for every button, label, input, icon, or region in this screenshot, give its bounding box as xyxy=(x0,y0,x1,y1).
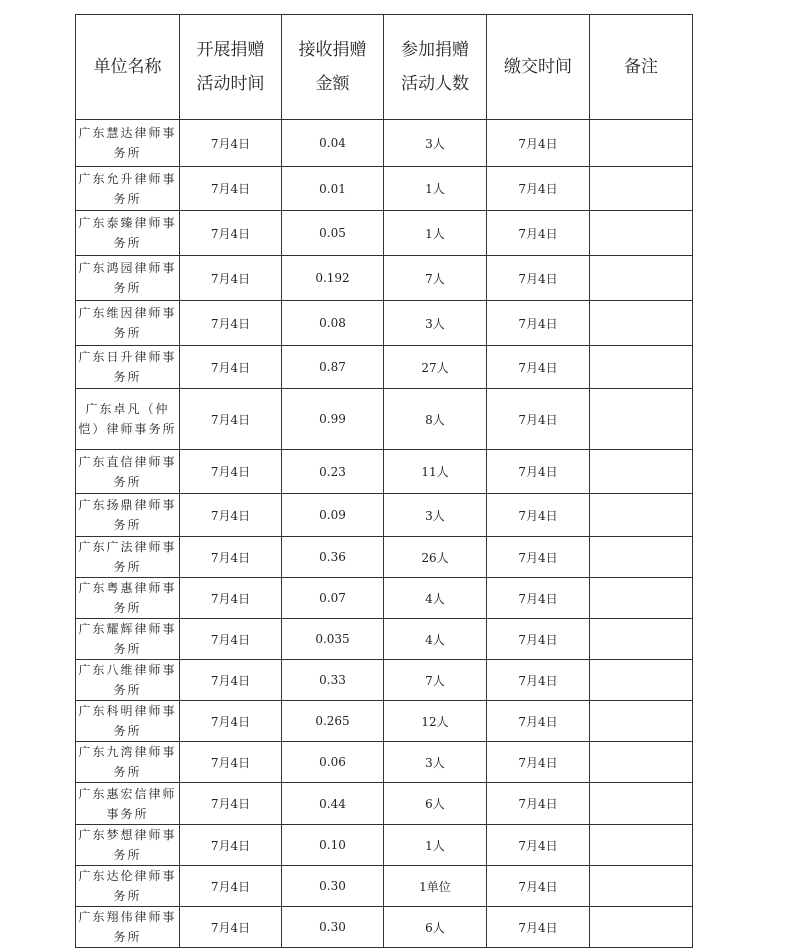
participants-cell: 11人 xyxy=(384,450,487,494)
unit-name-cell: 广东广法律师事务所 xyxy=(76,537,180,578)
table-row xyxy=(76,211,693,256)
payment-date-cell: 7月4日 xyxy=(487,701,590,742)
unit-name-cell: 广东惠宏信律师事务所 xyxy=(76,783,180,825)
remark-cell xyxy=(590,256,693,301)
table-row xyxy=(76,578,693,619)
payment-date-cell: 7月4日 xyxy=(487,825,590,866)
participants-cell: 3人 xyxy=(384,301,487,346)
amount-cell: 0.36 xyxy=(282,537,384,578)
remark-cell xyxy=(590,494,693,537)
payment-date-cell: 7月4日 xyxy=(487,389,590,450)
unit-name-cell: 广东翔伟律师事务所 xyxy=(76,907,180,948)
payment-date-cell: 7月4日 xyxy=(487,866,590,907)
remark-cell xyxy=(590,450,693,494)
amount-cell: 0.87 xyxy=(282,346,384,389)
remark-cell xyxy=(590,619,693,660)
table-body xyxy=(76,120,693,948)
unit-name-cell: 广东维因律师事务所 xyxy=(76,301,180,346)
remark-cell xyxy=(590,783,693,825)
participants-cell: 12人 xyxy=(384,701,487,742)
participants-cell: 3人 xyxy=(384,742,487,783)
remark-cell xyxy=(590,120,693,167)
remark-cell xyxy=(590,211,693,256)
donation-table xyxy=(75,14,693,948)
table-row xyxy=(76,907,693,948)
unit-name-cell: 广东八维律师事务所 xyxy=(76,660,180,701)
remark-cell xyxy=(590,742,693,783)
activity-date-cell: 7月4日 xyxy=(180,256,282,301)
activity-date-cell: 7月4日 xyxy=(180,537,282,578)
unit-name-cell: 广东粤惠律师事务所 xyxy=(76,578,180,619)
activity-date-cell: 7月4日 xyxy=(180,783,282,825)
participants-cell: 7人 xyxy=(384,660,487,701)
unit-name-cell: 广东鸿园律师事务所 xyxy=(76,256,180,301)
amount-cell: 0.01 xyxy=(282,167,384,211)
activity-date-cell: 7月4日 xyxy=(180,346,282,389)
participants-cell: 8人 xyxy=(384,389,487,450)
amount-cell: 0.44 xyxy=(282,783,384,825)
unit-name-cell: 广东扬鼎律师事务所 xyxy=(76,494,180,537)
participants-cell: 1单位 xyxy=(384,866,487,907)
amount-cell: 0.04 xyxy=(282,120,384,167)
table-row xyxy=(76,256,693,301)
activity-date-cell: 7月4日 xyxy=(180,907,282,948)
payment-date-cell: 7月4日 xyxy=(487,256,590,301)
participants-cell: 1人 xyxy=(384,825,487,866)
table-row xyxy=(76,120,693,167)
table-row xyxy=(76,742,693,783)
table-row xyxy=(76,866,693,907)
header-amount: 接收捐赠 金额 xyxy=(282,15,384,120)
activity-date-cell: 7月4日 xyxy=(180,301,282,346)
participants-cell: 3人 xyxy=(384,120,487,167)
table-row xyxy=(76,660,693,701)
table-row xyxy=(76,619,693,660)
activity-date-cell: 7月4日 xyxy=(180,660,282,701)
amount-cell: 0.265 xyxy=(282,701,384,742)
amount-cell: 0.23 xyxy=(282,450,384,494)
header-row xyxy=(76,15,693,120)
payment-date-cell: 7月4日 xyxy=(487,301,590,346)
activity-date-cell: 7月4日 xyxy=(180,701,282,742)
header-unit-name: 单位名称 xyxy=(76,15,180,120)
payment-date-cell: 7月4日 xyxy=(487,450,590,494)
unit-name-cell: 广东日升律师事务所 xyxy=(76,346,180,389)
activity-date-cell: 7月4日 xyxy=(180,619,282,660)
amount-cell: 0.07 xyxy=(282,578,384,619)
remark-cell xyxy=(590,907,693,948)
table-row xyxy=(76,537,693,578)
header-participants: 参加捐赠 活动人数 xyxy=(384,15,487,120)
participants-cell: 6人 xyxy=(384,907,487,948)
amount-cell: 0.30 xyxy=(282,866,384,907)
table-row xyxy=(76,301,693,346)
amount-cell: 0.33 xyxy=(282,660,384,701)
payment-date-cell: 7月4日 xyxy=(487,742,590,783)
activity-date-cell: 7月4日 xyxy=(180,120,282,167)
activity-date-cell: 7月4日 xyxy=(180,866,282,907)
payment-date-cell: 7月4日 xyxy=(487,783,590,825)
participants-cell: 4人 xyxy=(384,619,487,660)
participants-cell: 3人 xyxy=(384,494,487,537)
participants-cell: 1人 xyxy=(384,211,487,256)
participants-cell: 4人 xyxy=(384,578,487,619)
remark-cell xyxy=(590,389,693,450)
remark-cell xyxy=(590,866,693,907)
header-activity-date: 开展捐赠 活动时间 xyxy=(180,15,282,120)
amount-cell: 0.10 xyxy=(282,825,384,866)
remark-cell xyxy=(590,346,693,389)
amount-cell: 0.035 xyxy=(282,619,384,660)
participants-cell: 7人 xyxy=(384,256,487,301)
remark-cell xyxy=(590,537,693,578)
activity-date-cell: 7月4日 xyxy=(180,494,282,537)
header-remark: 备注 xyxy=(590,15,693,120)
remark-cell xyxy=(590,301,693,346)
activity-date-cell: 7月4日 xyxy=(180,167,282,211)
remark-cell xyxy=(590,578,693,619)
amount-cell: 0.09 xyxy=(282,494,384,537)
unit-name-cell: 广东慧达律师事务所 xyxy=(76,120,180,167)
payment-date-cell: 7月4日 xyxy=(487,578,590,619)
unit-name-cell: 广东耀辉律师事务所 xyxy=(76,619,180,660)
amount-cell: 0.99 xyxy=(282,389,384,450)
activity-date-cell: 7月4日 xyxy=(180,742,282,783)
payment-date-cell: 7月4日 xyxy=(487,907,590,948)
participants-cell: 6人 xyxy=(384,783,487,825)
remark-cell xyxy=(590,701,693,742)
table-row xyxy=(76,825,693,866)
participants-cell: 1人 xyxy=(384,167,487,211)
amount-cell: 0.05 xyxy=(282,211,384,256)
table-header xyxy=(76,15,693,120)
unit-name-cell: 广东直信律师事务所 xyxy=(76,450,180,494)
activity-date-cell: 7月4日 xyxy=(180,578,282,619)
payment-date-cell: 7月4日 xyxy=(487,494,590,537)
unit-name-cell: 广东达伦律师事务所 xyxy=(76,866,180,907)
amount-cell: 0.30 xyxy=(282,907,384,948)
activity-date-cell: 7月4日 xyxy=(180,825,282,866)
table-row xyxy=(76,167,693,211)
table-row xyxy=(76,346,693,389)
amount-cell: 0.06 xyxy=(282,742,384,783)
activity-date-cell: 7月4日 xyxy=(180,450,282,494)
payment-date-cell: 7月4日 xyxy=(487,120,590,167)
remark-cell xyxy=(590,167,693,211)
unit-name-cell: 广东九湾律师事务所 xyxy=(76,742,180,783)
table-row xyxy=(76,450,693,494)
remark-cell xyxy=(590,825,693,866)
payment-date-cell: 7月4日 xyxy=(487,660,590,701)
payment-date-cell: 7月4日 xyxy=(487,619,590,660)
unit-name-cell: 广东泰臻律师事务所 xyxy=(76,211,180,256)
unit-name-cell: 广东梦想律师事务所 xyxy=(76,825,180,866)
table-row xyxy=(76,389,693,450)
payment-date-cell: 7月4日 xyxy=(487,167,590,211)
unit-name-cell: 广东科明律师事务所 xyxy=(76,701,180,742)
unit-name-cell: 广东允升律师事务所 xyxy=(76,167,180,211)
table-row xyxy=(76,783,693,825)
amount-cell: 0.192 xyxy=(282,256,384,301)
payment-date-cell: 7月4日 xyxy=(487,211,590,256)
activity-date-cell: 7月4日 xyxy=(180,211,282,256)
activity-date-cell: 7月4日 xyxy=(180,389,282,450)
payment-date-cell: 7月4日 xyxy=(487,537,590,578)
unit-name-cell: 广东卓凡（仲恺）律师事务所 xyxy=(76,389,180,450)
remark-cell xyxy=(590,660,693,701)
table-row xyxy=(76,701,693,742)
payment-date-cell: 7月4日 xyxy=(487,346,590,389)
table-row xyxy=(76,494,693,537)
participants-cell: 26人 xyxy=(384,537,487,578)
amount-cell: 0.08 xyxy=(282,301,384,346)
header-payment-date: 缴交时间 xyxy=(487,15,590,120)
participants-cell: 27人 xyxy=(384,346,487,389)
